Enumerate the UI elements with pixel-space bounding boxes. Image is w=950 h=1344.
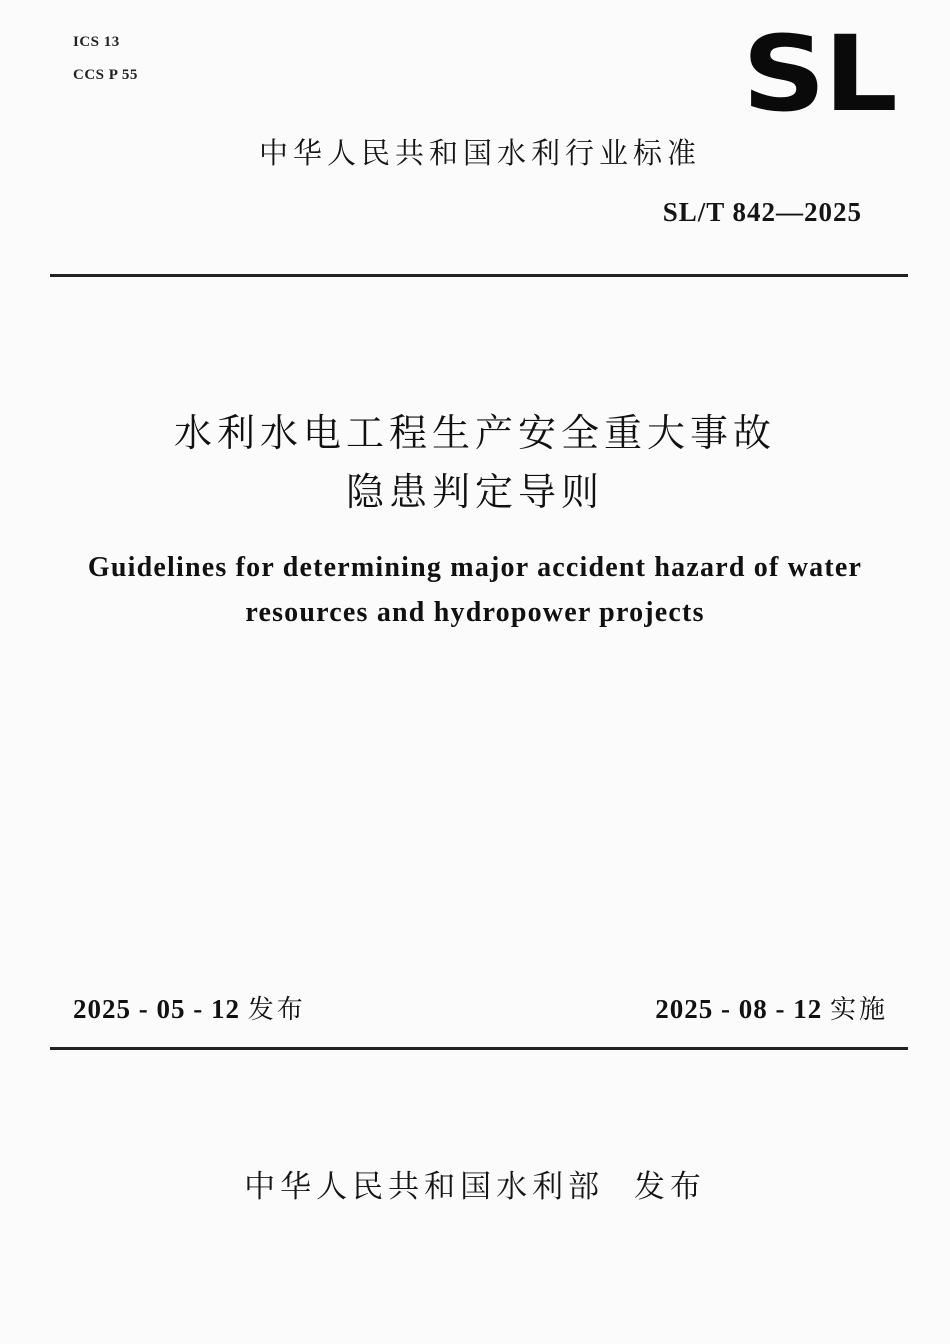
- implement-date: 2025 - 08 - 12: [655, 994, 823, 1024]
- english-title-line-1: Guidelines for determining major accident hazard of water: [87, 552, 863, 583]
- publisher-action: 发布: [633, 1169, 706, 1205]
- standard-number: SL/T 842—2025: [662, 197, 862, 227]
- top-divider: [50, 274, 908, 277]
- chinese-title-line-1: 水利水电工程生产安全重大事故: [173, 411, 776, 455]
- implement-date-block: [655, 990, 888, 1029]
- publisher-block: [0, 1166, 950, 1208]
- ics-code: ICS 13: [73, 34, 120, 50]
- chinese-title-line-2: 隐患判定导则: [345, 470, 604, 514]
- bottom-divider: [50, 1047, 908, 1050]
- ccs-code: CCS P 55: [73, 67, 138, 83]
- implement-label: 实施: [829, 995, 888, 1025]
- issue-date-block: [73, 990, 306, 1029]
- publisher-org: 中华人民共和国水利部: [244, 1169, 605, 1205]
- industry-standard-title: 中华人民共和国水利行业标准: [258, 136, 701, 170]
- sl-logo: SL: [742, 13, 896, 135]
- english-title-line-2: resources and hydropower projects: [245, 597, 705, 628]
- issue-label: 发布: [247, 995, 306, 1025]
- issue-date: 2025 - 05 - 12: [73, 994, 240, 1024]
